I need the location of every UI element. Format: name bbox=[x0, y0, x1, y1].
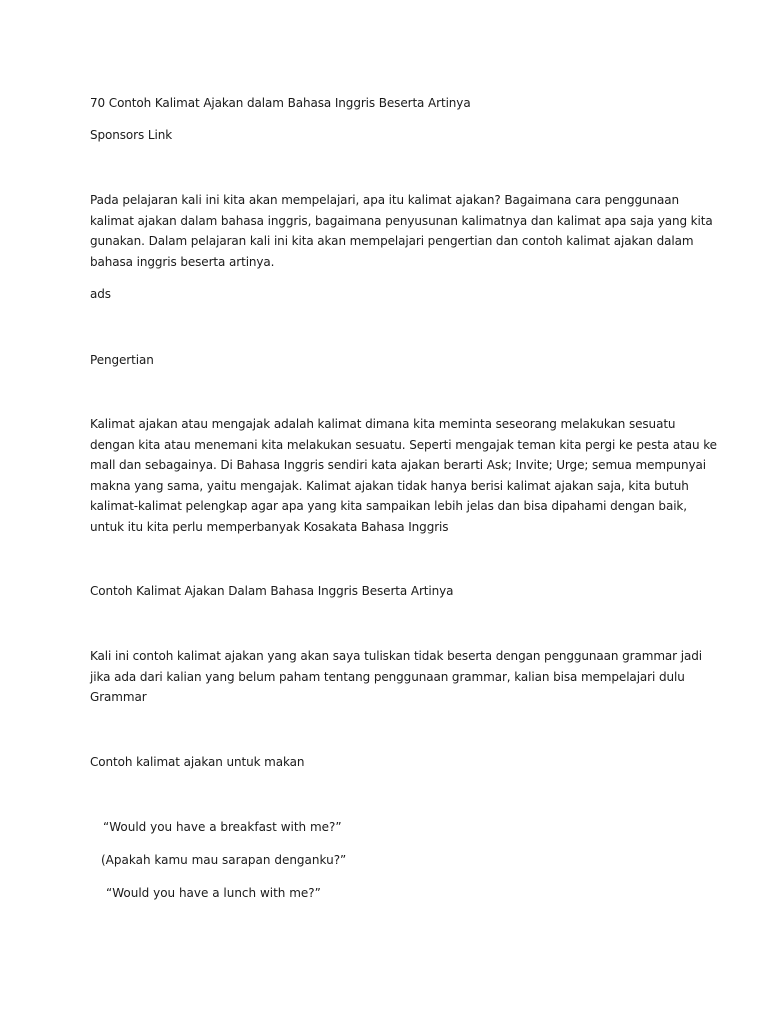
paragraph-line: kalimat ajakan dalam bahasa inggris, bagaimana penyusunan kalimatnya dan kalimat apa saja yang kita bbox=[90, 213, 713, 228]
paragraph-line: dengan kita atau menemani kita melakukan sesuatu. Seperti mengajak teman kita pergi ke pesta atau ke bbox=[90, 437, 717, 452]
sponsors-link[interactable]: Sponsors Link bbox=[90, 128, 173, 142]
paragraph-line: Kali ini contoh kalimat ajakan yang akan saya tuliskan tidak beserta dengan penggunaan grammar jadi bbox=[90, 649, 702, 663]
ads-label: ads bbox=[90, 287, 111, 301]
document-title: 70 Contoh Kalimat Ajakan dalam Bahasa Inggris Beserta Artinya bbox=[90, 96, 471, 110]
quote-english: “Would you have a lunch with me?” bbox=[106, 886, 321, 900]
heading-contoh: Contoh Kalimat Ajakan Dalam Bahasa Inggris Beserta Artinya bbox=[90, 584, 454, 598]
paragraph-line: untuk itu kita perlu memperbanyak Kosakata Bahasa Inggris bbox=[90, 519, 449, 534]
paragraph-line: makna yang sama, yaitu mengajak. Kalimat ajakan tidak hanya berisi kalimat ajakan saja, kita butuh bbox=[90, 478, 689, 493]
quote-translation: (Apakah kamu mau sarapan denganku?” bbox=[101, 853, 347, 867]
paragraph-line: jika ada dari kalian yang belum paham tentang penggunaan grammar, kalian bisa mempelajari dulu bbox=[90, 669, 685, 684]
paragraph-line: kalimat-kalimat pelengkap agar apa yang kita sampaikan lebih jelas dan bisa dipahami dengan baik, bbox=[90, 499, 687, 513]
heading-pengertian: Pengertian bbox=[90, 353, 154, 367]
heading-makan: Contoh kalimat ajakan untuk makan bbox=[90, 755, 305, 769]
paragraph-line: Grammar bbox=[90, 690, 147, 704]
pengertian-paragraph bbox=[90, 414, 717, 537]
paragraph-line: bahasa inggris beserta artinya. bbox=[90, 254, 275, 269]
paragraph-line: gunakan. Dalam pelajaran kali ini kita akan mempelajari pengertian dan contoh kalimat ajakan dalam bbox=[90, 234, 694, 248]
paragraph-line: Kalimat ajakan atau mengajak adalah kalimat dimana kita meminta seseorang melakukan sesuatu bbox=[90, 417, 676, 431]
quote-english: “Would you have a breakfast with me?” bbox=[103, 820, 342, 834]
intro-paragraph bbox=[90, 190, 713, 272]
paragraph-line: Pada pelajaran kali ini kita akan mempelajari, apa itu kalimat ajakan? Bagaimana cara penggunaan bbox=[90, 193, 680, 207]
contoh-paragraph bbox=[90, 646, 702, 708]
paragraph-line: mall dan sebagainya. Di Bahasa Inggris sendiri kata ajakan berarti Ask; Invite; Urge; semua mempunyai bbox=[90, 458, 706, 472]
